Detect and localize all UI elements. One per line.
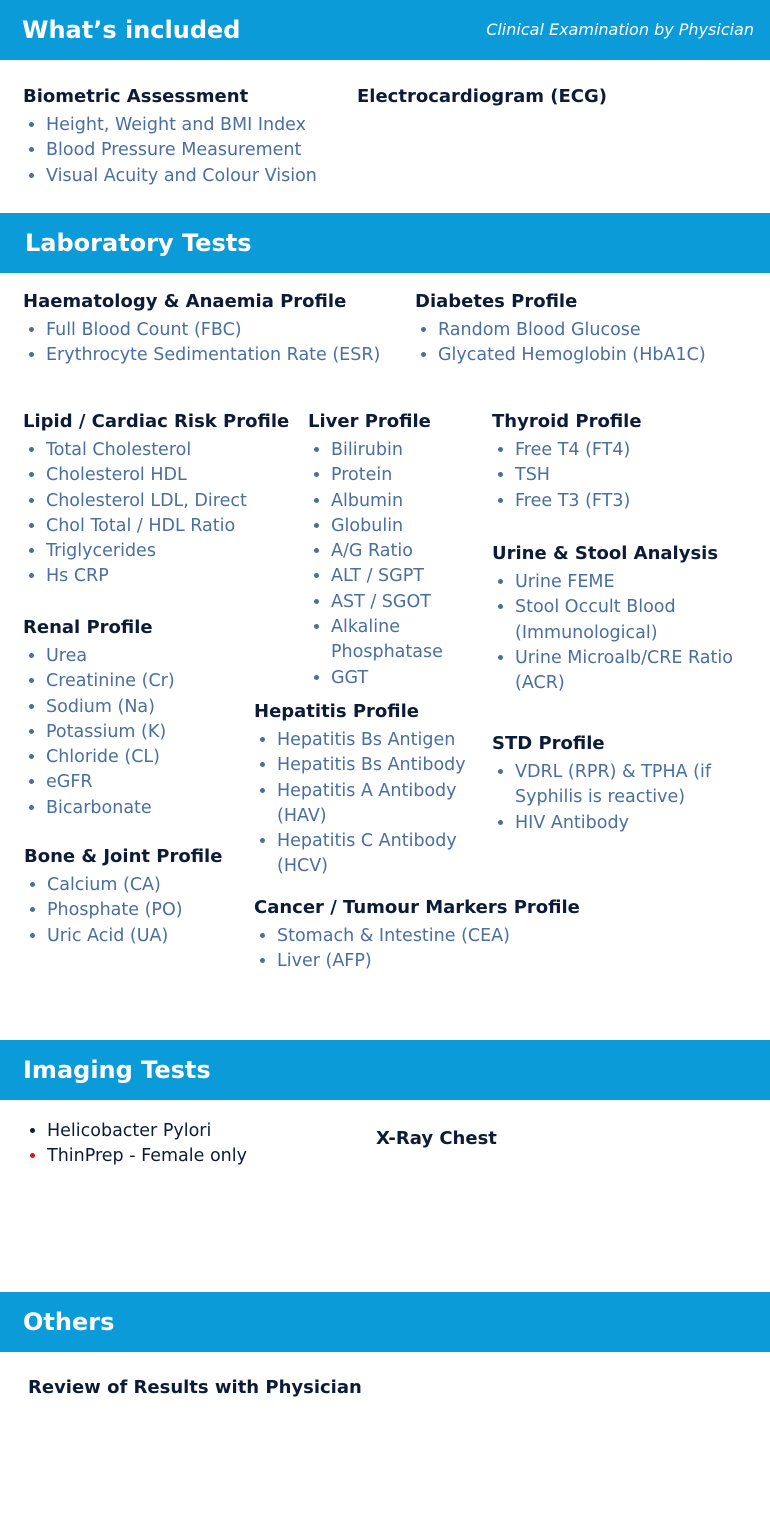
list-item: • Hs CRP: [46, 564, 289, 589]
diabetes-block: [415, 289, 706, 369]
haematology-heading: Haematology & Anaemia Profile: [23, 291, 347, 312]
list-item: • A/G Ratio: [331, 539, 488, 564]
list-item: • Erythrocyte Sedimentation Rate (ESR): [46, 343, 380, 368]
urine-list: [492, 570, 754, 696]
list-item: • Total Cholesterol: [46, 438, 289, 463]
list-item: • Hepatitis C Antibody (HCV): [277, 829, 486, 880]
list-item-highlight: • ThinPrep - Female only: [47, 1144, 247, 1169]
list-item: • Bilirubin: [331, 438, 488, 463]
list-item: • Hepatitis A Antibody (HAV): [277, 779, 486, 830]
liver-list: [308, 438, 488, 691]
haematology-list: [23, 318, 380, 369]
cancer-list: [254, 924, 580, 975]
thyroid-block: [492, 409, 642, 514]
list-item: • Free T4 (FT4): [515, 438, 642, 463]
biometric-block: [23, 84, 317, 189]
list-item: • Calcium (CA): [47, 873, 222, 898]
haematology-block: [23, 289, 380, 369]
cancer-block: [254, 895, 580, 975]
diabetes-list: [415, 318, 706, 369]
lipid-list: [23, 438, 289, 590]
section-header-included: [0, 0, 770, 60]
cancer-heading: Cancer / Tumour Markers Profile: [254, 897, 580, 918]
imaging-list: [24, 1119, 247, 1170]
hepatitis-heading: Hepatitis Profile: [254, 701, 419, 722]
std-list: [492, 760, 732, 836]
renal-heading: Renal Profile: [23, 617, 153, 638]
section-title: What’s included: [22, 16, 241, 44]
urine-heading: Urine & Stool Analysis: [492, 543, 719, 564]
xray-heading: X-Ray Chest: [376, 1128, 497, 1149]
bone-heading: Bone & Joint Profile: [24, 846, 223, 867]
biometric-heading: Biometric Assessment: [23, 86, 249, 107]
liver-block: [308, 409, 488, 691]
thyroid-heading: Thyroid Profile: [492, 411, 642, 432]
list-item: • HIV Antibody: [515, 811, 732, 836]
std-heading: STD Profile: [492, 733, 605, 754]
list-item: • Glycated Hemoglobin (HbA1C): [438, 343, 706, 368]
list-item: • Chol Total / HDL Ratio: [46, 514, 289, 539]
list-item: • Uric Acid (UA): [47, 924, 222, 949]
thyroid-list: [492, 438, 642, 514]
list-item: • Liver (AFP): [277, 949, 580, 974]
list-item: • Stomach & Intestine (CEA): [277, 924, 580, 949]
hepatitis-block: [254, 699, 486, 880]
section-header-lab: [0, 213, 770, 273]
bone-list: [24, 873, 222, 949]
list-item: • Sodium (Na): [46, 695, 175, 720]
list-item: • Helicobacter Pylori: [47, 1119, 247, 1144]
list-item: • Albumin: [331, 489, 488, 514]
section-subtitle: Clinical Examination by Physician: [486, 20, 754, 39]
list-item: • TSH: [515, 463, 642, 488]
list-item: • Urine FEME: [515, 570, 754, 595]
section-title: Imaging Tests: [23, 1056, 211, 1084]
renal-list: [23, 644, 175, 821]
list-item: • Triglycerides: [46, 539, 289, 564]
diabetes-heading: Diabetes Profile: [415, 291, 578, 312]
imaging-block: [24, 1119, 247, 1170]
list-item: • Creatinine (Cr): [46, 669, 175, 694]
list-item: • AST / SGOT: [331, 590, 488, 615]
list-item: • Hepatitis Bs Antigen: [277, 728, 486, 753]
list-item: • Cholesterol HDL: [46, 463, 289, 488]
list-item: • Blood Pressure Measurement: [46, 138, 317, 163]
list-item: • Globulin: [331, 514, 488, 539]
review-heading: Review of Results with Physician: [28, 1377, 362, 1398]
lipid-heading: Lipid / Cardiac Risk Profile: [23, 411, 290, 432]
std-block: [492, 731, 732, 836]
biometric-list: [23, 113, 317, 189]
list-item: • Free T3 (FT3): [515, 489, 642, 514]
list-item: • eGFR: [46, 770, 175, 795]
list-item: • Chloride (CL): [46, 745, 175, 770]
ecg-heading: Electrocardiogram (ECG): [357, 86, 607, 107]
list-item: • Visual Acuity and Colour Vision: [46, 164, 317, 189]
list-item: • Urine Microalb/CRE Ratio (ACR): [515, 646, 754, 697]
urine-block: [492, 541, 754, 696]
section-title: Laboratory Tests: [25, 229, 252, 257]
renal-block: [23, 615, 175, 821]
list-item: • VDRL (RPR) & TPHA (if Syphilis is reactive): [515, 760, 732, 811]
list-item: • Alkaline Phosphatase: [331, 615, 451, 666]
list-item: • Random Blood Glucose: [438, 318, 706, 343]
hepatitis-list: [254, 728, 486, 880]
list-item: • Potassium (K): [46, 720, 175, 745]
section-header-imaging: [0, 1040, 770, 1100]
bone-block: [24, 844, 222, 949]
list-item: • Protein: [331, 463, 488, 488]
list-item: • Hepatitis Bs Antibody: [277, 753, 486, 778]
section-title: Others: [23, 1308, 115, 1336]
list-item: • Urea: [46, 644, 175, 669]
section-header-others: [0, 1292, 770, 1352]
list-item: • Phosphate (PO): [47, 898, 222, 923]
lipid-block: [23, 409, 289, 590]
list-item: • Full Blood Count (FBC): [46, 318, 380, 343]
list-item: • Height, Weight and BMI Index: [46, 113, 317, 138]
liver-heading: Liver Profile: [308, 411, 431, 432]
list-item: • Stool Occult Blood (Immunological): [515, 595, 754, 646]
list-item: • GGT: [331, 666, 488, 691]
list-item: • ALT / SGPT: [331, 564, 488, 589]
list-item: • Bicarbonate: [46, 796, 175, 821]
list-item: • Cholesterol LDL, Direct: [46, 489, 289, 514]
